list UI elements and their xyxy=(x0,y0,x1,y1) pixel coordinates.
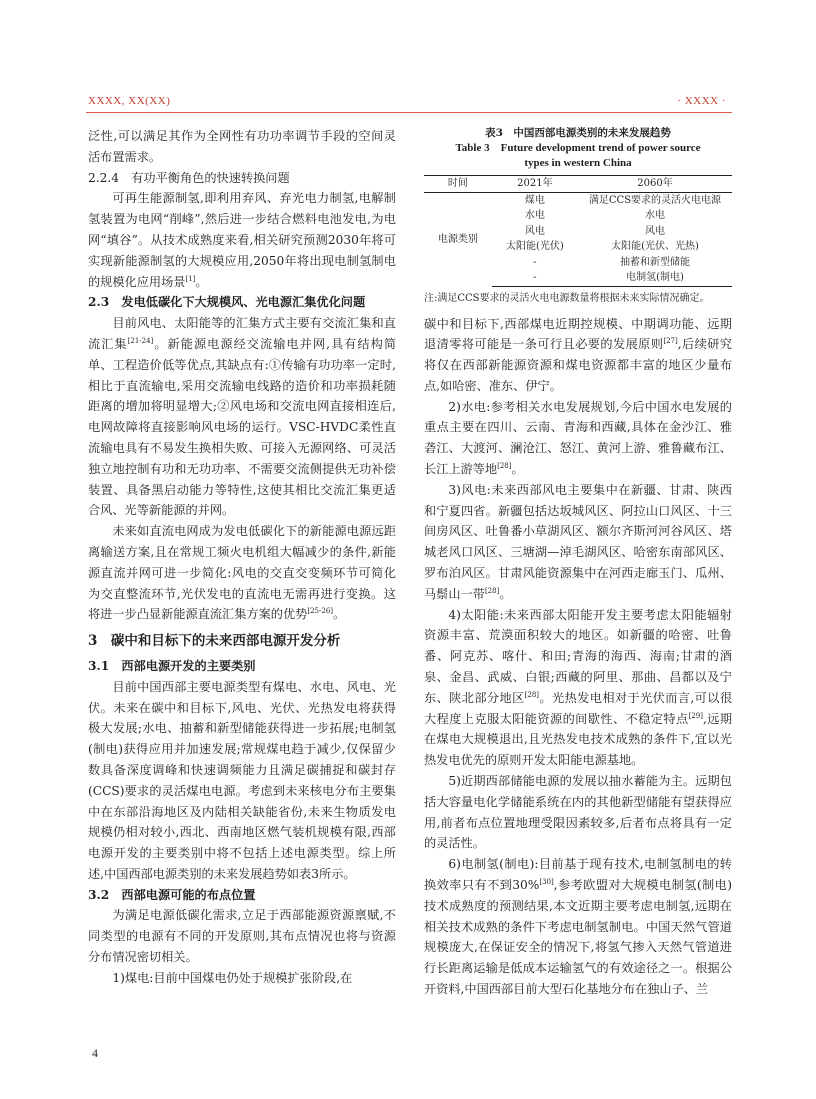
table-cell: 风电 xyxy=(644,225,665,237)
table-header: 2060年 xyxy=(578,176,732,193)
running-header-title: · XXXX · xyxy=(677,95,726,107)
table-cell: 风电 xyxy=(524,225,545,237)
table-header: 时间 xyxy=(424,176,492,193)
header-rule xyxy=(86,112,732,113)
citation: [27] xyxy=(663,337,678,346)
right-column xyxy=(424,126,732,1000)
subsection-heading-2-2-4: 2.2.4 有功平衡角色的快速转换问题 xyxy=(88,170,290,185)
section-heading-2-3: 2.3 发电低碳化下大规模风、光电源汇集优化问题 xyxy=(88,295,366,310)
table-caption-cn: 表3 中国西部电源类别的未来发展趋势 xyxy=(485,127,671,139)
running-header-journal: XXXX, XX(XX) xyxy=(88,95,171,107)
paragraph: 可再生能源制氢,即利用弃风、弃光电力制氢,电解制氢装置为电网“削峰”,然后进一步结合燃料电池发电,为电网“填谷”。从技术成熟度来看,相关研究预测2030年将可实现新能源制氢的大规模应用,2050年将出现电制氢制电的规模化应用场景[1]。 xyxy=(88,191,396,289)
citation: [1] xyxy=(185,274,196,283)
citation: [21-24] xyxy=(127,336,154,345)
paragraph: 2)水电:参考相关水电发展规划,今后中国水电发展的重点主要在四川、云南、青海和西藏,具体在金沙江、雅砻江、大渡河、澜沧江、怒江、黄河上游、雅鲁藏布江、长江上游等地[28]。 xyxy=(424,399,732,477)
table-caption-en-line2: types in western China xyxy=(524,157,632,169)
paragraph: 3)风电:未来西部风电主要集中在新疆、甘肃、陕西和宁夏四省。新疆包括达坂城风区、阿拉山口风区、十三间房风区、吐鲁番小草湖风区、额尔齐斯河河谷风区、塔城老风口风区、三塘湖—淖毛湖风区、哈密东南部风区、罗布泊风区。甘肃风能资源集中在河西走廊玉门、瓜州、马鬃山一带[28]。 xyxy=(424,482,732,601)
table-cell: 太阳能(光伏) xyxy=(505,241,564,252)
table-3 xyxy=(424,175,732,287)
paragraph: 为满足电源低碳化需求,立足于西部能源资源禀赋,不同类型的电源有不同的开发原则,其布点情况也将与资源分布情况密切相关。 xyxy=(88,908,396,965)
paragraph: 目前中国西部主要电源类型有煤电、水电、风电、光伏。未来在碳中和目标下,风电、光伏、光热发电将获得极大发展;水电、抽蓄和新型储能获得进一步拓展;电制氢(制电)获得应用并加速发展;常规煤电趋于减少,仅保留少数具备深度调峰和快速调频能力且满足碳捕捉和碳封存(CCS)要求的灵活煤电电源。考虑到未来核电分布主要集中在东部沿海地区及内陆相关缺能省份,未来生物质发电规模仍相对较小,西北、西南地区燃气装机规模有限,西部电源开发的主要类别中将不包括上述电源类型。综上所述,中国西部电源类别的未来发展趋势如表3所示。 xyxy=(88,679,396,881)
citation: [25-26] xyxy=(307,607,334,616)
paragraph: 4)太阳能:未来西部太阳能开发主要考虑太阳能辐射资源丰富、荒漠面积较大的地区。如新疆的哈密、吐鲁番、阿克苏、喀什、和田;青海的海西、海南;甘肃的酒泉、金昌、武威、白银;西藏的阿里、那曲、昌都以及宁东、陕北部分地区[28]。光热发电相对于光伏而言,可以很大程度上克服太阳能资源的间歇性、不稳定特点[29],远期在煤电大规模退出,且光热发电技术成熟的条件下,宜以光热发电优先的原则开发太阳能电源基地。 xyxy=(424,607,733,768)
table-cell: - xyxy=(533,256,537,268)
table-cell: 太阳能(光伏、光热) xyxy=(611,241,699,252)
citation: [30] xyxy=(539,877,554,886)
paragraph: 泛性,可以满足其作为全网性有功功率调节手段的空间灵活布置需求。 xyxy=(88,129,396,164)
table-note: 注:满足CCS要求的灵活火电电源数量将根据未来实际情况确定。 xyxy=(424,292,710,304)
table-row-label: 电源类别 xyxy=(437,233,478,245)
table-cell: 抽蓄和新型储能 xyxy=(619,256,690,268)
section-heading-3-2: 3.2 西部电源可能的布点位置 xyxy=(88,887,256,902)
table-cell: 水电 xyxy=(644,210,665,221)
section-heading-3: 3 碳中和目标下的未来西部电源开发分析 xyxy=(88,633,341,650)
table-cell: 煤电 xyxy=(524,194,545,206)
table-cell: 水电 xyxy=(524,210,545,221)
paragraph: 6)电制氢(制电):目前基于现有技术,电制氢制电的转换效率只有不到30%[30],参考欧盟对大规模电制氢(制电)技术成熟度的预测结果,本文近期主要考虑电制氢,远期在相关技术成熟的条件下考虑电制氢制电。中国天然气管道规模庞大,在保证安全的情况下,将氢气掺入天然气管道进行长距离运输是低成本运输氢气的有效途径之一。根据公开资料,中国西部目前大型石化基地分布在独山子、兰 xyxy=(424,857,732,996)
left-column xyxy=(88,126,396,989)
paragraph: 未来如直流电网成为发电低碳化下的新能源电源远距离输送方案,且在常规工频火电机组大幅减少的条件,新能源直流并网可进一步简化:风电的交直交变频环节可简化为交直整流环节,光伏发电的直流电无需再进行变换。这将进一步凸显新能源直流汇集方案的优势[25-26]。 xyxy=(88,524,396,622)
paragraph: 碳中和目标下,西部煤电近期控规模、中期调功能、远期退清零将可能是一条可行且必要的发展原则[27],后续研究将仅在西部新能源资源和煤电资源都丰富的地区少量布点,如哈密、准东、伊宁。 xyxy=(424,316,732,393)
table-caption-en-line1: Table 3 Future development trend of power source xyxy=(455,142,701,154)
page-number: 4 xyxy=(92,1046,98,1060)
table-header: 2021年 xyxy=(492,176,578,193)
citation: [28] xyxy=(497,462,512,471)
paragraph: 目前风电、太阳能等的汇集方式主要有交流汇集和直流汇集[21-24]。新能源电源经交流输电并网,具有结构简单、工程造价低等优点,其缺点有:①传输有功功率一定时,相比于直流输电,采用交流输电线路的造价和功率损耗随距离的增加将明显增大;②风电场和交流电网直接相连后,电网故障将直接影响风电场的运行。VSC-HVDC柔性直流输电具有不易发生换相失败、可接入无源网络、可灵活独立地控制有功和无功功率、不需要交流侧提供无功补偿装置、具备黑启动能力等特性,这使其相比交流汇集更适合风、光等新能源的并网。 xyxy=(88,316,397,518)
table-cell: 满足CCS要求的灵活火电电源 xyxy=(588,194,722,206)
table-cell: 电制氢(制电) xyxy=(578,270,732,286)
paragraph: 5)近期西部储能电源的发展以抽水蓄能为主。远期包括大容量电化学储能系统在内的其他新型储能有望获得应用,前者布点位置地理受限因素较多,后者布点将具有一定的灵活性。 xyxy=(424,774,732,851)
paragraph: 1)煤电:目前中国煤电仍处于规模扩张阶段,在 xyxy=(112,970,353,985)
section-heading-3-1: 3.1 西部电源开发的主要类别 xyxy=(88,658,256,673)
table-cell: - xyxy=(492,270,578,286)
citation: [29] xyxy=(688,711,703,720)
citation: [28] xyxy=(524,690,540,699)
citation: [28] xyxy=(484,586,500,595)
